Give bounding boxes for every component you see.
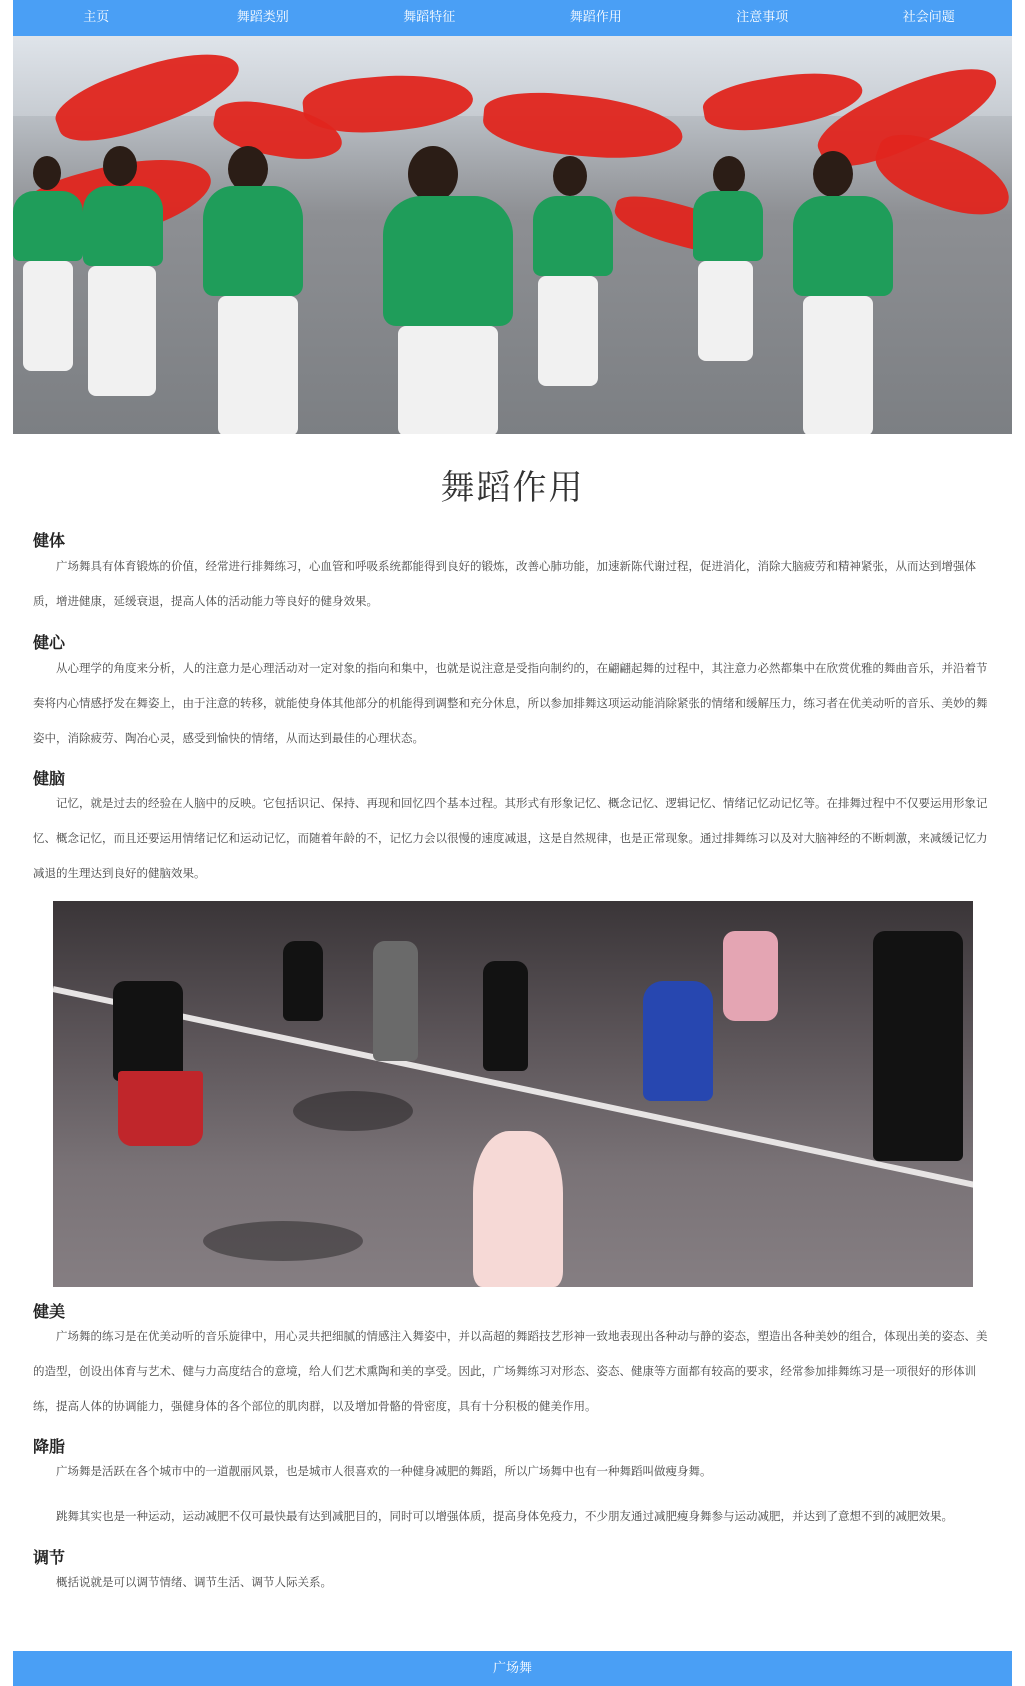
section-text-brain: 记忆，就是过去的经验在人脑中的反映。它包括识记、保持、再现和回忆四个基本过程。其形式有形象记忆、概念记忆、逻辑记忆、情绪记忆动记忆等。在排舞过程中不仅要运用形象记忆、概念记忆，而且还要运用情绪记忆和运动记忆，而随着年龄的不，记忆力会以很慢的速度减退，这是自然规律，也是正常现象。通过排舞练习以及对大脑神经的不断刺激，来减缓记忆力减退的生理达到良好的健脑效果。 bbox=[33, 796, 988, 880]
nav-item-social-issues[interactable]: 社会问题 bbox=[902, 10, 955, 25]
section-text-mental: 从心理学的角度来分析，人的注意力是心理活动对一定对象的指向和集中，也就是说注意是受指向制约的，在翩翩起舞的过程中，其注意力必然都集中在欣赏优雅的舞曲音乐，并沿着节奏将内心情感抒发在舞姿上，由于注意的转移，就能使身体其他部分的机能得到调整和充分休息，所以参加排舞这项运动能消除紧张的情绪和缓解压力，练习者在优美动听的音乐、美妙的舞姿中，消除疲劳、陶冶心灵，感受到愉快的情绪，从而达到最佳的心理状态。 bbox=[33, 661, 988, 745]
nav-item-dance-features[interactable]: 舞蹈特征 bbox=[403, 10, 456, 25]
section-heading-regulation: 调节 bbox=[33, 1548, 66, 1567]
section-heading-brain: 健脑 bbox=[33, 769, 66, 788]
section-heading-beauty: 健美 bbox=[33, 1302, 66, 1321]
section-text-fitness: 广场舞具有体育锻炼的价值，经常进行排舞练习，心血管和呼吸系统都能得到良好的锻炼，改善心肺功能，加速新陈代谢过程，促进消化，消除大脑疲劳和精神紧张，从而达到增强体质，增进健康，延缓衰退，提高人体的活动能力等良好的健身效果。 bbox=[33, 559, 976, 608]
photo-evening-square-dance bbox=[53, 901, 973, 1287]
nav-item-dance-effects[interactable]: 舞蹈作用 bbox=[569, 10, 622, 25]
top-nav bbox=[13, 0, 1012, 36]
section-heading-fat-reduction: 降脂 bbox=[33, 1437, 66, 1456]
section-text-fat-reduction-2: 跳舞其实也是一种运动，运动减肥不仅可最快最有达到减肥目的，同时可以增强体质，提高身体免疫力，不少朋友通过减肥瘦身舞参与运动减肥，并达到了意想不到的减肥效果。 bbox=[56, 1509, 953, 1523]
section-heading-mental: 健心 bbox=[33, 633, 66, 652]
section-text-beauty: 广场舞的练习是在优美动听的音乐旋律中，用心灵共把细腻的情感注入舞姿中，并以高超的舞蹈技艺形神一致地表现出各种动与静的姿态，塑造出各种美妙的组合，体现出美的姿态、美的造型，创设出体育与艺术、健与力高度结合的意境，给人们艺术熏陶和美的享受。因此，广场舞练习对形态、姿态、健康等方面都有较高的要求，经常参加排舞练习是一项很好的形体训练，提高人体的协调能力，强健身体的各个部位的肌肉群，以及增加骨骼的骨密度，具有十分积极的健美作用。 bbox=[33, 1329, 988, 1413]
footer: 广场舞 bbox=[13, 1651, 1012, 1686]
nav-item-home[interactable]: 主页 bbox=[83, 10, 110, 25]
nav-item-dance-types[interactable]: 舞蹈类别 bbox=[236, 10, 289, 25]
section-text-fat-reduction-1: 广场舞是活跃在各个城市中的一道靓丽风景，也是城市人很喜欢的一种健身减肥的舞蹈，所以广场舞中也有一种舞蹈叫做瘦身舞。 bbox=[56, 1464, 712, 1478]
content-wrapper bbox=[13, 0, 1012, 1686]
section-heading-fitness: 健体 bbox=[33, 531, 66, 550]
section-text-regulation: 概括说就是可以调节情绪、调节生活、调节人际关系。 bbox=[56, 1575, 332, 1589]
hero-image-dancers-red-fans bbox=[13, 36, 1012, 434]
page-title: 舞蹈作用 bbox=[440, 468, 585, 508]
nav-item-notes[interactable]: 注意事项 bbox=[736, 10, 789, 25]
